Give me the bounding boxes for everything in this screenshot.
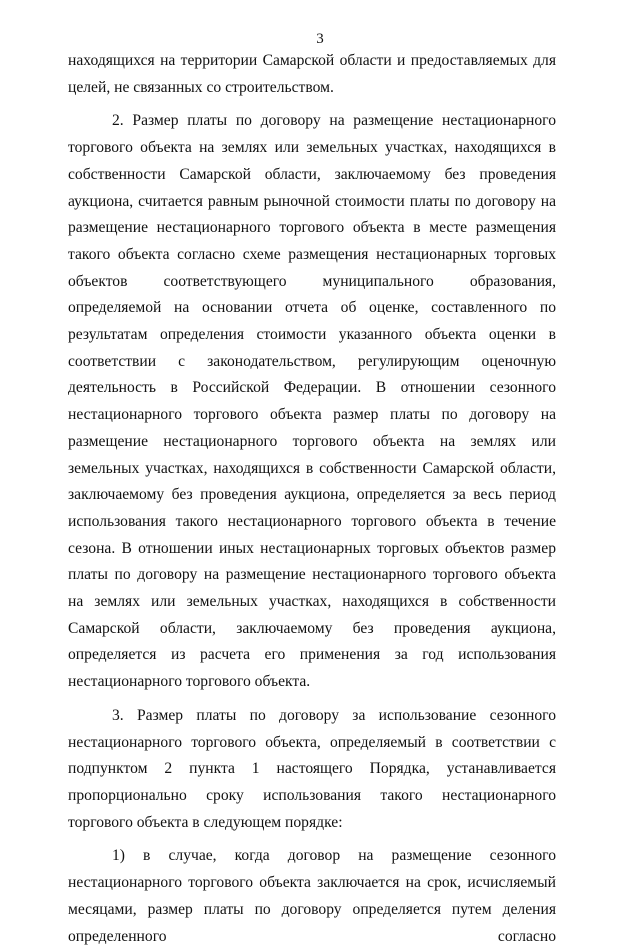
page-number: 3 <box>316 31 324 47</box>
paragraph-continuation: находящихся на территории Самарской области и предоставляемых для целей, не связанных со строительством. <box>68 52 556 96</box>
paragraph-subitem-1: 1) в случае, когда договор на размещение сезонного нестационарного торгового объекта заключается на срок, исчисляемый месяцами, размер платы по договору определяется путем деления определенного согласно <box>68 847 556 945</box>
document-body <box>68 48 556 950</box>
paragraph-item-2: 2. Размер платы по договору на размещение нестационарного торгового объекта на землях или земельных участках, находящихся в собственности Самарской области, заключаемому без проведения аукциона, считается равным рыночной стоимости платы по договору на размещение нестационарного торгового объекта в месте размещения такого объекта согласно схеме размещения нестационарных торговых объектов соответствующего муниципального образования, определяемой на основании отчета об оценке, составленного по результатам определения стоимости указанного объекта оценки в соответствии с законодательством, регулирующим оценочную деятельность в Российской Федерации. В отношении сезонного нестационарного торгового объекта размер платы по договору на размещение нестационарного торгового объекта на землях или земельных участках, находящихся в собственности Самарской области, заключаемому без проведения аукциона, определяется за весь период использования такого нестационарного торгового объекта в течение сезона. В отношении иных нестационарных торговых объектов размер платы по договору на размещение нестационарного торгового объекта на землях или земельных участках, находящихся в собственности Самарской области, заключаемому без проведения аукциона, определяется из расчета его применения за год использования нестационарного торгового объекта. <box>68 112 556 691</box>
paragraph-item-3: 3. Размер платы по договору за использование сезонного нестационарного торгового объекта, определяемый в соответствии с подпунктом 2 пункта 1 настоящего Порядка, устанавливается пропорционально сроку использования такого нестационарного торгового объекта в следующем порядке: <box>68 706 556 831</box>
